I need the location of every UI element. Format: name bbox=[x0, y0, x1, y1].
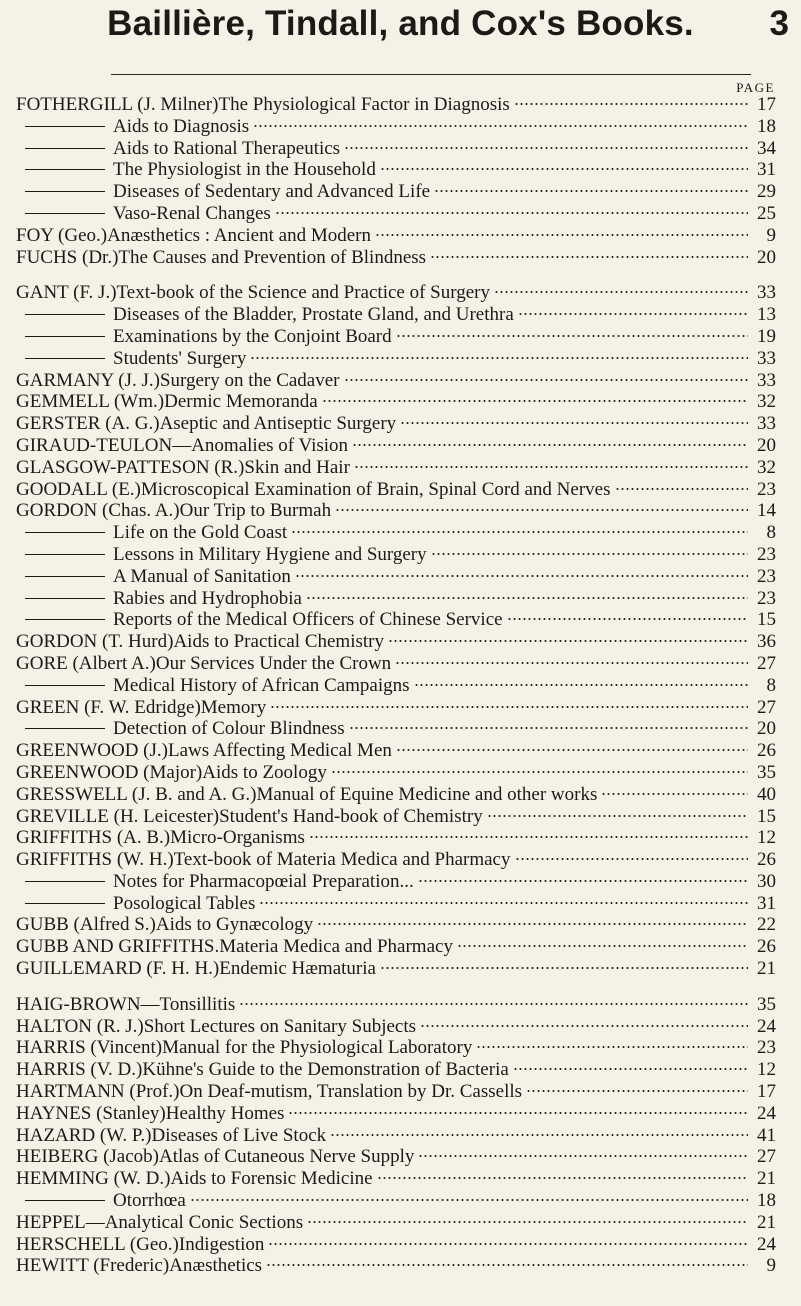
entry-author: HAYNES (Stanley) bbox=[16, 1102, 166, 1124]
entry-title: Manual for the Physiological Laboratory bbox=[162, 1037, 473, 1059]
index-entry bbox=[16, 1059, 776, 1081]
ditto-dash bbox=[25, 358, 105, 359]
publisher-heading: Baillière, Tindall, and Cox's Books. bbox=[107, 4, 694, 43]
entry-title: Notes for Pharmacopœial Preparation... bbox=[113, 870, 414, 892]
entry-title: Anæsthetics bbox=[169, 1255, 263, 1277]
entry-page-number: 8 bbox=[766, 522, 776, 544]
entry-page-number: 27 bbox=[757, 696, 776, 718]
index-entry bbox=[16, 391, 776, 413]
entry-author: HARRIS (V. D.) bbox=[16, 1059, 143, 1081]
entry-page-number: 15 bbox=[757, 805, 776, 827]
dot-leader bbox=[377, 1175, 748, 1181]
entry-title: Aids to Forensic Medicine bbox=[170, 1168, 373, 1190]
index-entry bbox=[16, 936, 776, 958]
index-entry bbox=[16, 762, 776, 784]
entry-page-number: 33 bbox=[757, 369, 776, 391]
dot-leader bbox=[352, 442, 748, 448]
dot-leader bbox=[513, 1066, 748, 1072]
index-entry bbox=[16, 159, 776, 181]
index-entry bbox=[16, 871, 776, 893]
dot-leader bbox=[331, 769, 748, 775]
entry-author: FUCHS (Dr.) bbox=[16, 246, 119, 268]
dot-leader bbox=[400, 420, 748, 426]
index-entry bbox=[16, 1212, 776, 1234]
entry-author: HAIG-BROWN bbox=[16, 993, 141, 1015]
entry-title: Lessons in Military Hygiene and Surgery bbox=[113, 543, 427, 565]
entry-title: —Analytical Conic Sections bbox=[85, 1211, 304, 1233]
entry-page-number: 35 bbox=[757, 993, 776, 1015]
index-entry bbox=[16, 893, 776, 915]
entry-page-number: 18 bbox=[757, 1190, 776, 1212]
entry-title: Text-book of Materia Medica and Pharmacy bbox=[173, 849, 511, 871]
dot-leader bbox=[291, 529, 748, 535]
dot-leader bbox=[268, 1241, 748, 1247]
entry-author: FOY (Geo.) bbox=[16, 224, 108, 246]
entry-title: Healthy Homes bbox=[165, 1102, 285, 1124]
index-entry bbox=[16, 914, 776, 936]
dot-leader bbox=[515, 856, 749, 862]
entry-page-number: 23 bbox=[757, 478, 776, 500]
dot-leader bbox=[418, 878, 748, 884]
entry-title: On Deaf-mutism, Translation by Dr. Cassells bbox=[179, 1081, 523, 1103]
index-entry bbox=[16, 784, 776, 806]
entry-page-number: 26 bbox=[757, 936, 776, 958]
entry-author: GIRAUD-TEULON bbox=[16, 434, 173, 456]
dot-leader bbox=[349, 725, 748, 731]
ditto-dash bbox=[25, 728, 105, 729]
dot-leader bbox=[335, 507, 748, 513]
entry-title: Aids to Rational Therapeutics bbox=[113, 137, 341, 159]
entry-page-number: 21 bbox=[757, 958, 776, 980]
dot-leader bbox=[270, 704, 748, 710]
index-entry bbox=[16, 435, 776, 457]
index-entry bbox=[16, 718, 776, 740]
entry-title: Student's Hand-book of Chemistry bbox=[219, 805, 483, 827]
entry-author: FOTHERGILL (J. Milner) bbox=[16, 94, 219, 115]
dot-leader bbox=[354, 464, 748, 470]
entry-author: GARMANY (J. J.) bbox=[16, 369, 160, 391]
entry-title: Aids to Gynæcology bbox=[155, 914, 314, 936]
entry-title: Life on the Gold Coast bbox=[113, 522, 288, 544]
dot-leader bbox=[295, 573, 748, 579]
entry-page-number: 30 bbox=[757, 870, 776, 892]
entry-title: Otorrhœa bbox=[113, 1190, 186, 1212]
dot-leader bbox=[487, 813, 748, 819]
entry-page-number: 27 bbox=[757, 652, 776, 674]
entry-author: HARRIS (Vincent) bbox=[16, 1037, 163, 1059]
entry-author: GOODALL (E.) bbox=[16, 478, 141, 500]
dot-leader bbox=[615, 486, 749, 492]
entry-title: Medical History of African Campaigns bbox=[113, 674, 410, 696]
ditto-dash bbox=[25, 576, 105, 577]
dot-leader bbox=[396, 333, 748, 339]
dot-leader bbox=[239, 1001, 748, 1007]
dot-leader bbox=[317, 921, 748, 927]
index-entry bbox=[16, 1081, 776, 1103]
entry-author: HERSCHELL (Geo.) bbox=[16, 1233, 179, 1255]
index-entry bbox=[16, 247, 776, 269]
entry-title: Vaso-Renal Changes bbox=[113, 202, 271, 224]
entry-page-number: 15 bbox=[757, 609, 776, 631]
index-entry bbox=[16, 326, 776, 348]
entry-page-number: 29 bbox=[757, 181, 776, 203]
entry-page-number: 20 bbox=[757, 434, 776, 456]
dot-leader bbox=[601, 791, 748, 797]
entry-page-number: 33 bbox=[757, 413, 776, 435]
entry-author: HEPPEL bbox=[16, 1211, 86, 1233]
entry-author: GUBB (Alfred S.) bbox=[16, 914, 156, 936]
index-entry bbox=[16, 849, 776, 871]
entry-title: Aseptic and Antiseptic Surgery bbox=[159, 413, 397, 435]
ditto-dash bbox=[25, 191, 105, 192]
entry-page-number: 24 bbox=[757, 1015, 776, 1037]
index-entry bbox=[16, 1037, 776, 1059]
dot-leader bbox=[309, 834, 748, 840]
entry-title: Diseases of Live Stock bbox=[151, 1124, 327, 1146]
dot-leader bbox=[420, 1023, 748, 1029]
dot-leader bbox=[514, 101, 748, 107]
index-entry bbox=[16, 958, 776, 980]
entry-title: Dermic Memoranda bbox=[164, 391, 318, 413]
entry-page-number: 12 bbox=[757, 827, 776, 849]
index-entry bbox=[16, 94, 776, 116]
dot-leader bbox=[253, 123, 748, 129]
entry-title: Micro-Organisms bbox=[170, 827, 305, 849]
index-entry bbox=[16, 1168, 776, 1190]
entry-page-number: 9 bbox=[766, 224, 776, 246]
entry-page-number: 8 bbox=[766, 674, 776, 696]
ditto-dash bbox=[25, 903, 105, 904]
entry-page-number: 12 bbox=[757, 1059, 776, 1081]
index-entry bbox=[16, 1255, 776, 1277]
entry-page-number: 13 bbox=[757, 304, 776, 326]
index-entry bbox=[16, 740, 776, 762]
index-entry bbox=[16, 304, 776, 326]
entry-author: GERSTER (A. G.) bbox=[16, 413, 160, 435]
ditto-dash bbox=[25, 148, 105, 149]
entry-page-number: 21 bbox=[757, 1168, 776, 1190]
dot-leader bbox=[507, 616, 748, 622]
ditto-dash bbox=[25, 169, 105, 170]
entry-page-number: 9 bbox=[766, 1255, 776, 1277]
entry-title: Skin and Hair bbox=[244, 456, 350, 478]
entry-page-number: 22 bbox=[757, 914, 776, 936]
ditto-dash bbox=[25, 213, 105, 214]
entry-page-number: 35 bbox=[757, 761, 776, 783]
dot-leader bbox=[414, 682, 748, 688]
entry-author: GEMMELL (Wm.) bbox=[16, 391, 165, 413]
index-entry bbox=[16, 566, 776, 588]
entry-page-number: 19 bbox=[757, 325, 776, 347]
dot-leader bbox=[344, 145, 748, 151]
index-entry bbox=[16, 631, 776, 653]
dot-leader bbox=[330, 1132, 748, 1138]
entry-author: GLASGOW-PATTESON (R.) bbox=[16, 456, 245, 478]
index-entry bbox=[16, 1103, 776, 1125]
index-entry bbox=[16, 181, 776, 203]
entry-page-number: 34 bbox=[757, 137, 776, 159]
index-entry bbox=[16, 609, 776, 631]
ditto-dash bbox=[25, 1200, 105, 1201]
index-entry bbox=[16, 653, 776, 675]
index-entry bbox=[16, 1016, 776, 1038]
entry-title: The Causes and Prevention of Blindness bbox=[118, 246, 427, 268]
index-entry bbox=[16, 413, 776, 435]
entry-title: Surgery on the Cadaver bbox=[159, 369, 340, 391]
entry-page-number: 20 bbox=[757, 246, 776, 268]
entry-author: GORDON (Chas. A.) bbox=[16, 500, 180, 522]
entry-page-number: 36 bbox=[757, 631, 776, 653]
entry-title: Text-book of the Science and Practice of Surgery bbox=[116, 282, 490, 304]
ditto-dash bbox=[25, 314, 105, 315]
entry-title: Manual of Equine Medicine and other works bbox=[256, 783, 598, 805]
page-number: 3 bbox=[769, 4, 789, 43]
dot-leader bbox=[380, 166, 748, 172]
entry-title: Materia Medica and Pharmacy bbox=[219, 936, 453, 958]
page-header bbox=[0, 4, 801, 70]
dot-leader bbox=[288, 1110, 748, 1116]
entry-title: Detection of Colour Blindness bbox=[113, 718, 345, 740]
index-entry bbox=[16, 806, 776, 828]
entry-title: Laws Affecting Medical Men bbox=[167, 740, 392, 762]
index-entry bbox=[16, 1146, 776, 1168]
dot-leader bbox=[306, 595, 748, 601]
entry-page-number: 23 bbox=[757, 1037, 776, 1059]
entry-author: GORDON (T. Hurd) bbox=[16, 631, 174, 653]
index-entry bbox=[16, 697, 776, 719]
dot-leader bbox=[518, 311, 748, 317]
entry-page-number: 23 bbox=[757, 543, 776, 565]
entry-author: HARTMANN (Prof.) bbox=[16, 1081, 180, 1103]
ditto-dash bbox=[25, 598, 105, 599]
entry-page-number: 24 bbox=[757, 1102, 776, 1124]
entry-title: Aids to Diagnosis bbox=[113, 115, 250, 137]
entry-title: Memory bbox=[200, 696, 267, 718]
entry-page-number: 21 bbox=[757, 1211, 776, 1233]
index-entry bbox=[16, 225, 776, 247]
dot-leader bbox=[380, 965, 748, 971]
entry-page-number: 25 bbox=[757, 202, 776, 224]
entry-page-number: 23 bbox=[757, 587, 776, 609]
entry-author: GRIFFITHS (A. B.) bbox=[16, 827, 171, 849]
entry-author: GRIFFITHS (W. H.) bbox=[16, 849, 174, 871]
entry-author: GREENWOOD (Major) bbox=[16, 761, 203, 783]
header-rule bbox=[111, 74, 751, 75]
entry-title: Atlas of Cutaneous Nerve Supply bbox=[159, 1146, 415, 1168]
entry-title: Posological Tables bbox=[113, 892, 256, 914]
dot-leader bbox=[430, 254, 748, 260]
entry-page-number: 33 bbox=[757, 347, 776, 369]
dot-leader bbox=[190, 1197, 748, 1203]
index-entry bbox=[16, 479, 776, 501]
entry-title: Our Trip to Burmah bbox=[179, 500, 332, 522]
entry-title: Kühne's Guide to the Demonstration of Bacteria bbox=[142, 1059, 509, 1081]
dot-leader bbox=[476, 1044, 748, 1050]
entry-title: Indigestion bbox=[178, 1233, 265, 1255]
entry-title: Examinations by the Conjoint Board bbox=[113, 325, 392, 347]
dot-leader bbox=[375, 232, 748, 238]
dot-leader bbox=[494, 289, 748, 295]
entry-page-number: 32 bbox=[757, 391, 776, 413]
entry-title: Short Lectures on Sanitary Subjects bbox=[143, 1015, 417, 1037]
index-entry bbox=[16, 1190, 776, 1212]
entry-title: Rabies and Hydrophobia bbox=[113, 587, 302, 609]
index-entry bbox=[16, 675, 776, 697]
entry-title: Our Services Under the Crown bbox=[155, 652, 392, 674]
dot-leader bbox=[431, 551, 748, 557]
entry-author: GANT (F. J.) bbox=[16, 282, 117, 304]
ditto-dash bbox=[25, 619, 105, 620]
entry-page-number: 17 bbox=[757, 1081, 776, 1103]
entry-title: Diseases of Sedentary and Advanced Life bbox=[113, 181, 431, 203]
entry-title: Students' Surgery bbox=[113, 347, 247, 369]
ditto-dash bbox=[25, 685, 105, 686]
index-entry bbox=[16, 544, 776, 566]
entry-author: GUILLEMARD (F. H. H.) bbox=[16, 958, 220, 980]
dot-leader bbox=[259, 900, 748, 906]
entry-page-number: 23 bbox=[757, 565, 776, 587]
entry-author: GREENWOOD (J.) bbox=[16, 740, 168, 762]
entry-page-number: 31 bbox=[757, 159, 776, 181]
entry-title: Anæsthetics : Ancient and Modern bbox=[107, 224, 371, 246]
entry-title: Reports of the Medical Officers of Chinese Service bbox=[113, 609, 503, 631]
entry-author: GRESSWELL (J. B. and A. G.) bbox=[16, 783, 257, 805]
dot-leader bbox=[266, 1262, 748, 1268]
index-entry bbox=[16, 1125, 776, 1147]
index-entry bbox=[16, 827, 776, 849]
entry-page-number: 31 bbox=[757, 892, 776, 914]
dot-leader bbox=[526, 1088, 748, 1094]
dot-leader bbox=[275, 210, 748, 216]
dot-leader bbox=[344, 377, 749, 383]
entry-page-number: 26 bbox=[757, 849, 776, 871]
index-entry bbox=[16, 370, 776, 392]
entry-page-number: 14 bbox=[757, 500, 776, 522]
entry-author: HEMMING (W. D.) bbox=[16, 1168, 171, 1190]
index-entry bbox=[16, 116, 776, 138]
entry-page-number: 27 bbox=[757, 1146, 776, 1168]
index-entry bbox=[16, 138, 776, 160]
entry-author: HEWITT (Frederic) bbox=[16, 1255, 170, 1277]
entry-title: Microscopical Examination of Brain, Spinal Cord and Nerves bbox=[140, 478, 611, 500]
entry-page-number: 18 bbox=[757, 115, 776, 137]
entry-page-number: 20 bbox=[757, 718, 776, 740]
entry-page-number: 26 bbox=[757, 740, 776, 762]
index-entry bbox=[16, 457, 776, 479]
entry-page-number: 24 bbox=[757, 1233, 776, 1255]
page-column-heading: PAGE bbox=[736, 80, 775, 95]
entry-author: HALTON (R. J.) bbox=[16, 1015, 144, 1037]
index-entry bbox=[16, 500, 776, 522]
dot-leader bbox=[395, 660, 748, 666]
entry-author: GREVILLE (H. Leicester) bbox=[16, 805, 220, 827]
entry-title: The Physiological Factor in Diagnosis bbox=[218, 94, 510, 115]
entry-title: Diseases of the Bladder, Prostate Gland, and Urethra bbox=[113, 304, 514, 326]
dot-leader bbox=[434, 188, 748, 194]
entry-author: GREEN (F. W. Edridge) bbox=[16, 696, 201, 718]
entry-author: GUBB AND GRIFFITHS. bbox=[16, 936, 220, 958]
entry-page-number: 33 bbox=[757, 282, 776, 304]
entry-page-number: 17 bbox=[757, 94, 776, 115]
index-entry bbox=[16, 588, 776, 610]
index-entry bbox=[16, 282, 776, 304]
entry-title: Aids to Practical Chemistry bbox=[173, 631, 384, 653]
dot-leader bbox=[307, 1219, 748, 1225]
entry-title: The Physiologist in the Household bbox=[113, 159, 376, 181]
index-entry bbox=[16, 203, 776, 225]
dot-leader bbox=[418, 1153, 748, 1159]
ditto-dash bbox=[25, 336, 105, 337]
index-entry bbox=[16, 348, 776, 370]
book-index-list bbox=[16, 94, 776, 1277]
dot-leader bbox=[457, 943, 748, 949]
entry-page-number: 32 bbox=[757, 456, 776, 478]
index-entry bbox=[16, 994, 776, 1016]
entry-title: Aids to Zoology bbox=[202, 761, 327, 783]
ditto-dash bbox=[25, 881, 105, 882]
index-entry bbox=[16, 1234, 776, 1256]
entry-author: HAZARD (W. P.) bbox=[16, 1124, 152, 1146]
entry-title: —Tonsillitis bbox=[140, 993, 236, 1015]
ditto-dash bbox=[25, 554, 105, 555]
entry-title: A Manual of Sanitation bbox=[113, 565, 291, 587]
entry-author: HEIBERG (Jacob) bbox=[16, 1146, 159, 1168]
dot-leader bbox=[322, 398, 748, 404]
entry-page-number: 41 bbox=[757, 1124, 776, 1146]
dot-leader bbox=[396, 747, 748, 753]
entry-title: —Anomalies of Vision bbox=[172, 434, 349, 456]
entry-page-number: 40 bbox=[757, 783, 776, 805]
dot-leader bbox=[250, 355, 748, 361]
entry-author: GORE (Albert A.) bbox=[16, 652, 156, 674]
ditto-dash bbox=[25, 532, 105, 533]
index-entry bbox=[16, 522, 776, 544]
dot-leader bbox=[388, 638, 748, 644]
entry-title: Endemic Hæmaturia bbox=[219, 958, 376, 980]
ditto-dash bbox=[25, 126, 105, 127]
